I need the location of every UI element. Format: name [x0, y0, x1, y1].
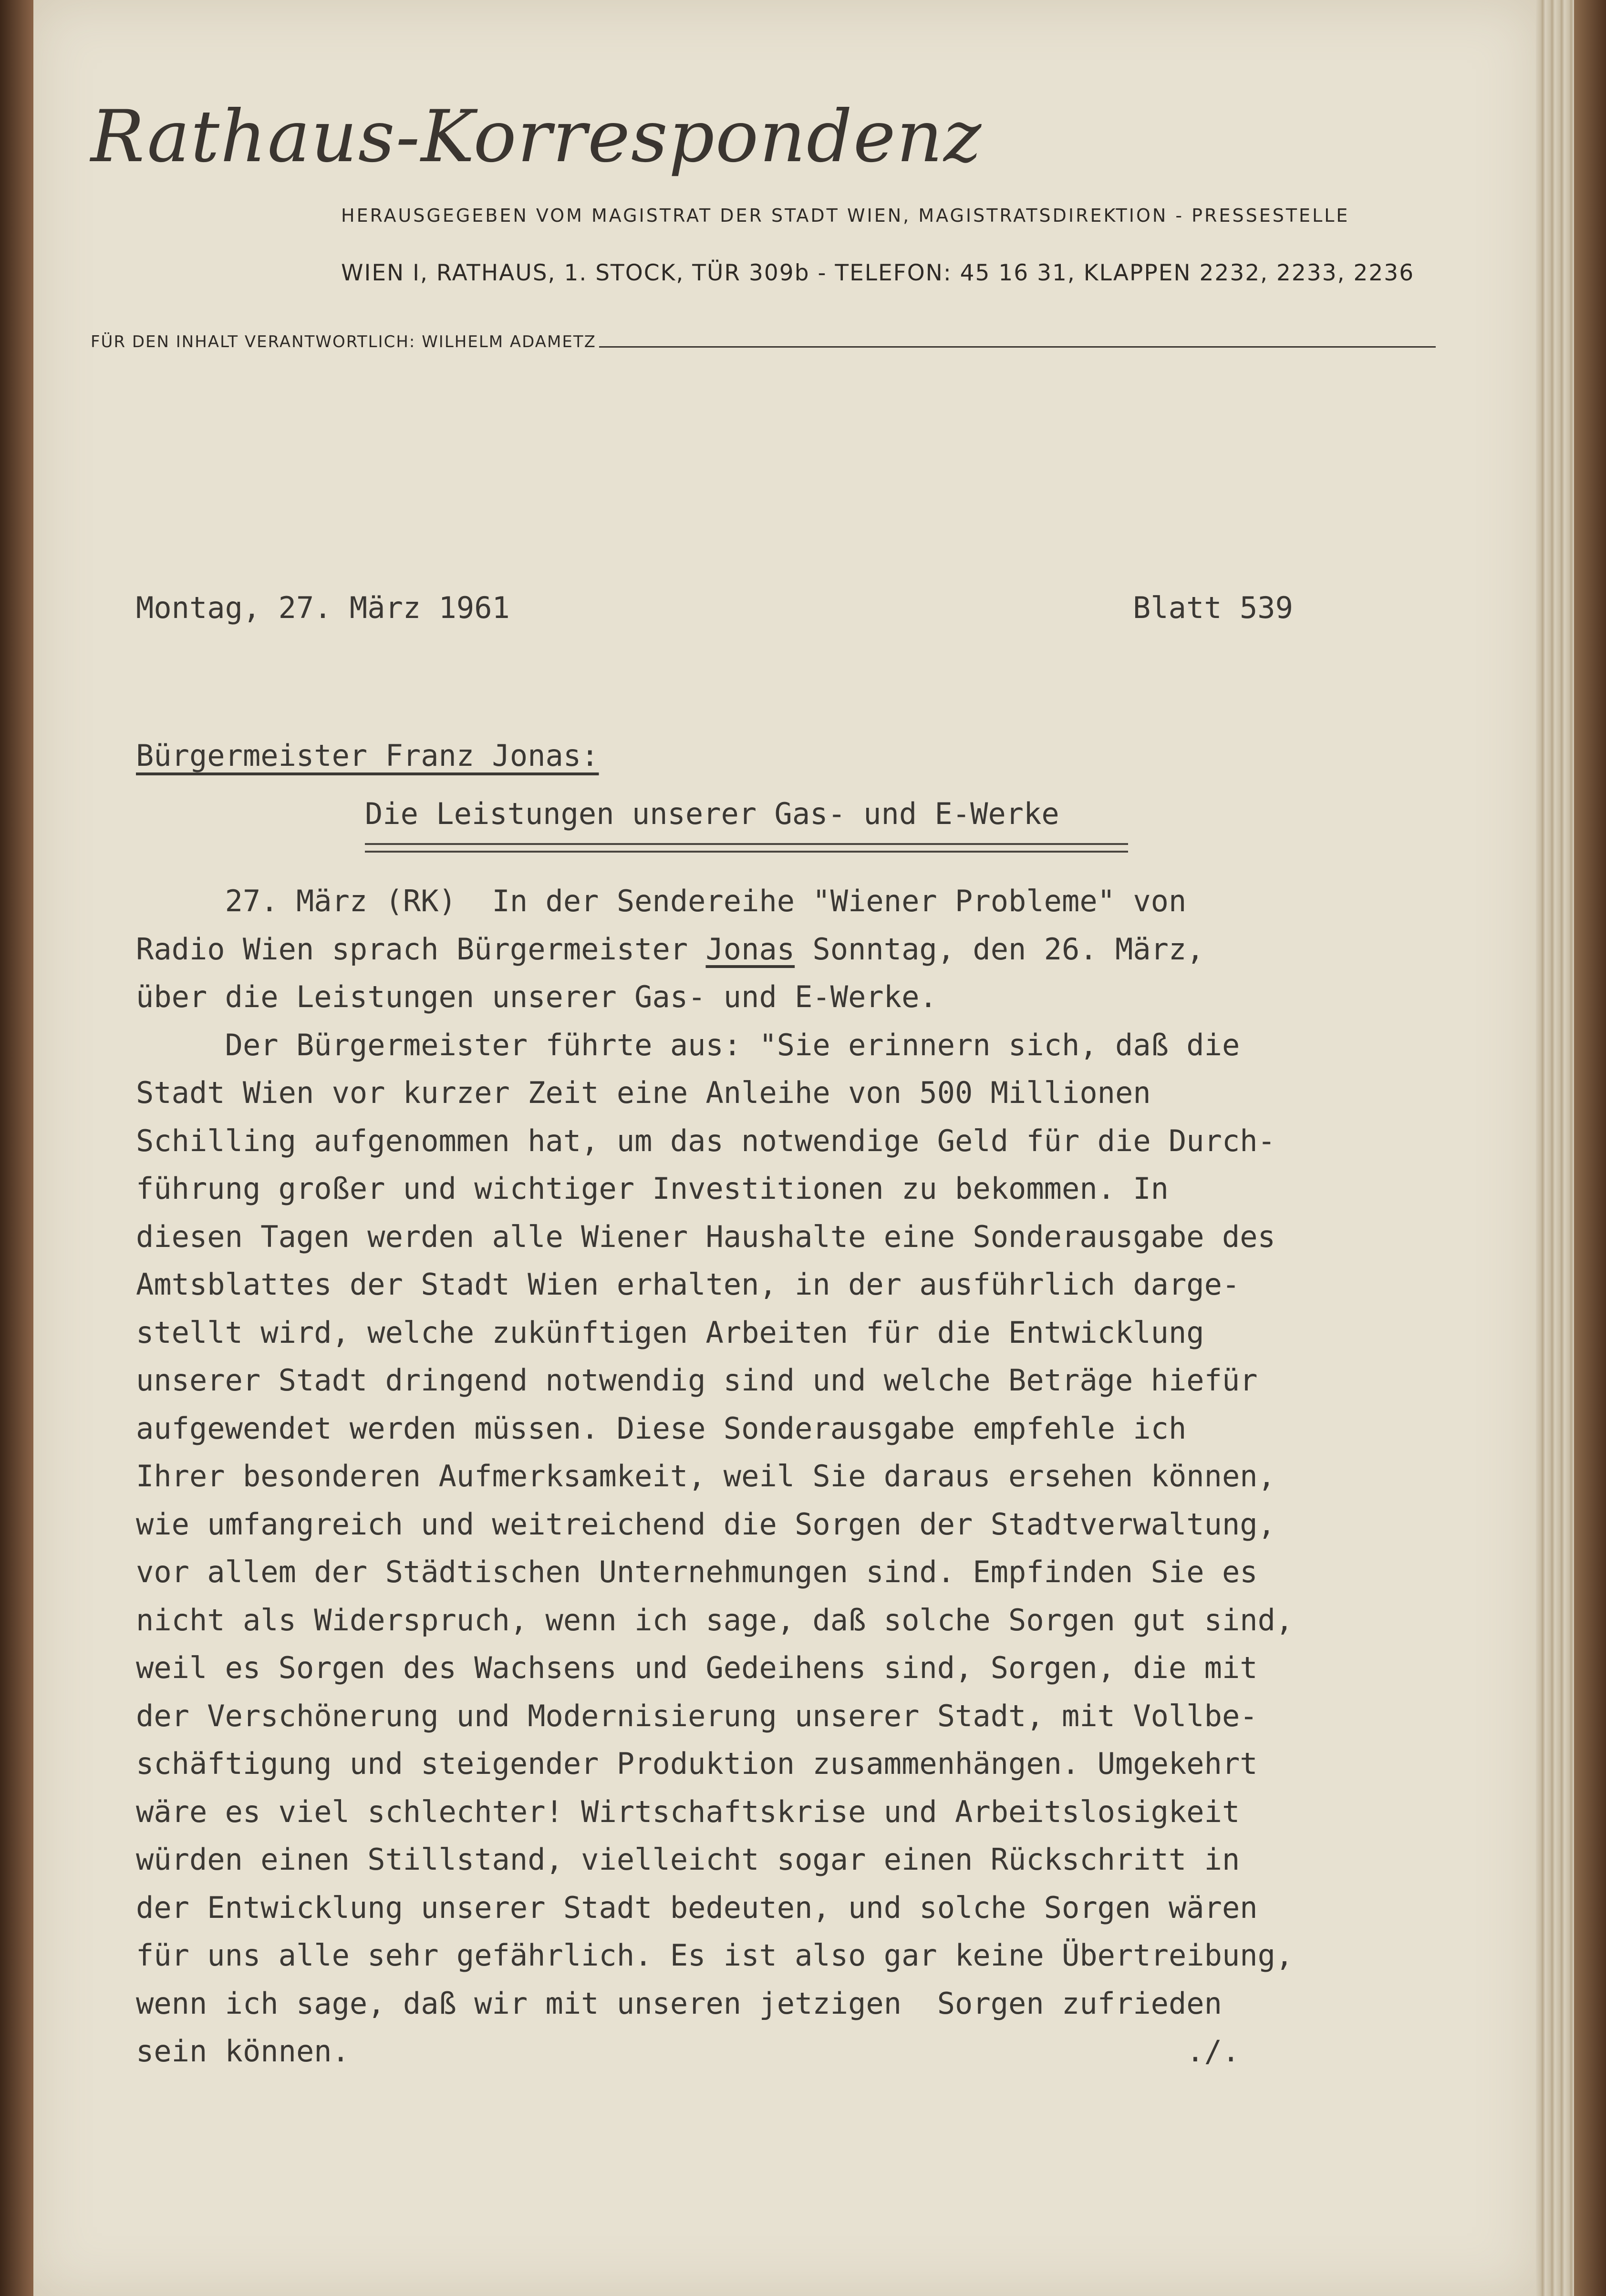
text-line: für uns alle sehr gefährlich. Es ist also gar keine Übertreibung,: [136, 1938, 1294, 1973]
speaker-heading: Bürgermeister Franz Jonas:: [136, 738, 599, 773]
text-line: Ihrer besonderen Aufmerksamkeit, weil Sie daraus ersehen können,: [136, 1459, 1275, 1493]
text-line: unserer Stadt dringend notwendig sind und welche Beträge hiefür: [136, 1363, 1258, 1398]
text-line: nicht als Widerspruch, wenn ich sage, daß solche Sorgen gut sind,: [136, 1602, 1294, 1637]
text-line: der Verschönerung und Modernisierung unserer Stadt, mit Vollbe-: [136, 1698, 1258, 1733]
text-line: vor allem der Städtischen Unternehmungen sind. Empfinden Sie es: [136, 1555, 1258, 1589]
text-line: schäftigung und steigender Produktion zusammenhängen. Umgekehrt: [136, 1746, 1258, 1781]
publisher-line: HERAUSGEGEBEN VOM MAGISTRAT DER STADT WIEN, MAGISTRATSDIREKTION - PRESSESTELLE: [341, 205, 1350, 226]
header-rule: [599, 346, 1436, 348]
text-segment: Sonntag, den 26. März,: [795, 931, 1204, 967]
address-line: WIEN I, RATHAUS, 1. STOCK, TÜR 309b - TELEFON: 45 16 31, KLAPPEN 2232, 2233, 2236: [341, 260, 1415, 286]
responsible-text: FÜR DEN INHALT VERANTWORTLICH: WILHELM ADAMETZ: [91, 332, 596, 351]
paragraph-speech: [136, 1021, 1414, 2076]
title-double-rule: [365, 843, 1128, 853]
text-line: Stadt Wien vor kurzer Zeit eine Anleihe von 500 Millionen: [136, 1075, 1151, 1110]
text-line: sein können. ./.: [136, 2034, 1240, 2069]
text-line: [136, 926, 1414, 974]
text-line: Der Bürgermeister führte aus: "Sie erinnern sich, daß die: [136, 1027, 1240, 1062]
article-title: Die Leistungen unserer Gas- und E-Werke: [365, 796, 1059, 831]
text-segment: Radio Wien sprach Bürgermeister: [136, 931, 706, 967]
paragraph-intro: [136, 877, 1414, 1021]
text-line: wie umfangreich und weitreichend die Sorgen der Stadtverwaltung,: [136, 1506, 1275, 1542]
text-line: würden einen Stillstand, vielleicht sogar einen Rückschritt in: [136, 1842, 1240, 1877]
text-line: weil es Sorgen des Wachsens und Gedeihens sind, Sorgen, die mit: [136, 1650, 1258, 1685]
book-binding-left: [0, 0, 33, 2296]
text-line: über die Leistungen unserer Gas- und E-Werke.: [136, 979, 937, 1014]
text-line: stellt wird, welche zukünftigen Arbeiten für die Entwicklung: [136, 1315, 1204, 1350]
date: Montag, 27. März 1961: [136, 590, 510, 625]
text-line: wenn ich sage, daß wir mit unseren jetzigen Sorgen zufrieden: [136, 1986, 1222, 2021]
masthead-title: Rathaus-Korrespondenz: [91, 95, 983, 178]
text-line: der Entwicklung unserer Stadt bedeuten, und solche Sorgen wären: [136, 1890, 1258, 1925]
responsible-line: [91, 332, 1436, 351]
text-line: 27. März (RK) In der Sendereihe "Wiener Probleme" von: [136, 884, 1187, 918]
text-line: Amtsblattes der Stadt Wien erhalten, in der ausführlich darge-: [136, 1267, 1240, 1302]
text-line: aufgewendet werden müssen. Diese Sonderausgabe empfehle ich: [136, 1411, 1187, 1446]
underlined-name: Jonas: [705, 931, 795, 967]
text-line: wäre es viel schlechter! Wirtschaftskrise und Arbeitslosigkeit: [136, 1794, 1240, 1829]
text-line: führung großer und wichtiger Investitionen zu bekommen. In: [136, 1171, 1169, 1206]
text-line: Schilling aufgenommen hat, um das notwendige Geld für die Durch-: [136, 1123, 1275, 1158]
text-line: diesen Tagen werden alle Wiener Haushalte eine Sonderausgabe des: [136, 1219, 1275, 1254]
book-cover-right: [1574, 0, 1606, 2296]
sheet-number: Blatt 539: [1133, 590, 1293, 625]
